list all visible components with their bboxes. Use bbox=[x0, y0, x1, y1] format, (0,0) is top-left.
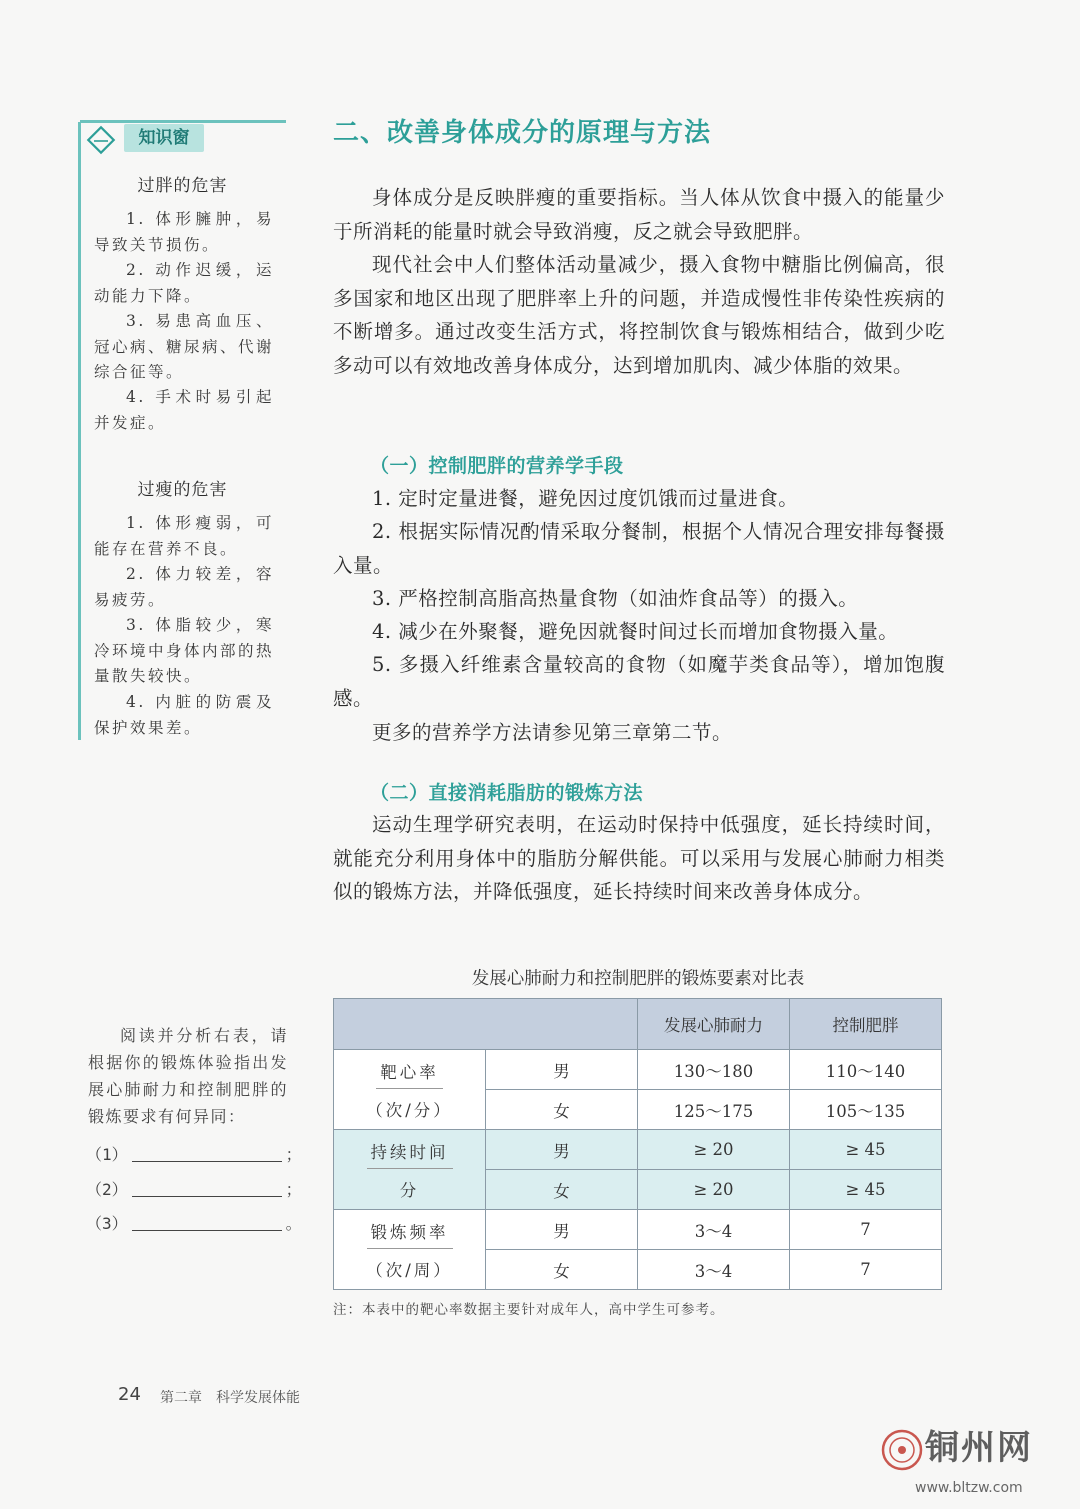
table-header-cardio: 发展心肺耐力 bbox=[638, 999, 790, 1050]
obesity-value: 105～135 bbox=[790, 1090, 942, 1130]
thin-harm-item: 2. 体力较差，容易疲劳。 bbox=[94, 565, 274, 609]
intro-paragraph: 现代社会中人们整体活动量减少，摄入食物中糖脂比例偏高，很多国家和地区出现了肥胖率上升的问题，并造成慢性非传染性疾病的不断增多。通过改变生活方式，将控制饮食与锻炼相结合，做到少吃多动可以有效地改善身体成分，达到增加肌肉、减少体脂的效果。 bbox=[333, 253, 945, 377]
obesity-value: 7 bbox=[790, 1210, 942, 1250]
nutrition-item: 2. 根据实际情况酌情采取分餐制，根据个人情况合理安排每餐摄入量。 bbox=[333, 520, 945, 577]
answer-blank-end: 。 bbox=[285, 1214, 302, 1233]
fat-harm-item: 3. 易患高血压、冠心病、糖尿病、代谢综合征等。 bbox=[94, 312, 275, 381]
cardio-value: 130～180 bbox=[638, 1050, 790, 1090]
fat-harm-item: 1. 体形臃肿，易导致关节损伤。 bbox=[94, 210, 274, 254]
answer-blank-label: （1） bbox=[86, 1145, 128, 1164]
sex-cell: 女 bbox=[486, 1170, 638, 1210]
cardio-value: ≥ 20 bbox=[638, 1130, 790, 1170]
group-name: 靶心率 bbox=[376, 1059, 443, 1089]
thin-harm-item: 1. 体形瘦弱，可能存在营养不良。 bbox=[94, 514, 274, 558]
watermark-site-name: 铜州网 bbox=[925, 1428, 1033, 1468]
group-name: 持续时间 bbox=[367, 1139, 453, 1169]
page-number: 24 bbox=[118, 1384, 141, 1405]
answer-blank-end: ； bbox=[285, 1145, 302, 1164]
cardio-value: ≥ 20 bbox=[638, 1170, 790, 1210]
sex-cell: 女 bbox=[486, 1250, 638, 1290]
thin-harm-item: 3. 体脂较少，寒冷环境中身体内部的热量散失较快。 bbox=[94, 616, 275, 685]
sex-cell: 男 bbox=[486, 1130, 638, 1170]
group-duration bbox=[334, 1130, 486, 1210]
nutrition-closing: 更多的营养学方法请参见第三章第二节。 bbox=[372, 721, 733, 744]
answer-blank-row bbox=[86, 1177, 302, 1200]
group-heart-rate bbox=[334, 1050, 486, 1130]
watermark-url: www.bltzw.com bbox=[915, 1480, 1023, 1496]
chapter-label: 第二章 科学发展体能 bbox=[160, 1390, 300, 1406]
nutrition-item: 5. 多摄入纤维素含量较高的食物（如魔芋类食品等），增加饱腹感。 bbox=[333, 653, 945, 710]
obesity-value: 7 bbox=[790, 1250, 942, 1290]
cardio-value: 3～4 bbox=[638, 1250, 790, 1290]
cardio-value: 125～175 bbox=[638, 1090, 790, 1130]
comparison-table bbox=[333, 998, 942, 1290]
answer-blank-label: （3） bbox=[86, 1214, 128, 1233]
group-frequency bbox=[334, 1210, 486, 1290]
answer-blank-end: ； bbox=[285, 1180, 302, 1199]
group-unit: （次/分） bbox=[366, 1100, 453, 1120]
diamond-book-icon bbox=[86, 125, 116, 155]
group-name: 锻炼频率 bbox=[367, 1219, 453, 1249]
nutrition-item: 4. 减少在外聚餐，避免因就餐时间过长而增加食物摄入量。 bbox=[372, 620, 899, 643]
cardio-value: 3～4 bbox=[638, 1210, 790, 1250]
answer-blank-row bbox=[86, 1211, 302, 1234]
subsection-heading-nutrition: （一）控制肥胖的营养学手段 bbox=[370, 455, 624, 477]
knowledge-window-top-border bbox=[80, 120, 286, 123]
table-row bbox=[334, 1130, 942, 1170]
sex-cell: 男 bbox=[486, 1050, 638, 1090]
thin-harm-item: 4. 内脏的防震及保护效果差。 bbox=[94, 693, 274, 737]
answer-blank-1[interactable] bbox=[132, 1161, 282, 1162]
exercise-paragraph: 运动生理学研究表明，在运动时保持中低强度，延长持续时间，就能充分利用身体中的脂肪分解供能。可以采用与发展心肺耐力相类似的锻炼方法，并降低强度，延长持续时间来改善身体成分。 bbox=[333, 813, 945, 903]
nutrition-item: 1. 定时定量进餐，避免因过度饥饿而过量进食。 bbox=[372, 487, 799, 510]
obesity-value: ≥ 45 bbox=[790, 1130, 942, 1170]
table-caption: 发展心肺耐力和控制肥胖的锻炼要素对比表 bbox=[471, 969, 805, 989]
table-header-obesity: 控制肥胖 bbox=[790, 999, 942, 1050]
fat-harm-item: 2. 动作迟缓，运动能力下降。 bbox=[94, 261, 274, 305]
knowledge-window-label: 知识窗 bbox=[124, 124, 204, 152]
sex-cell: 女 bbox=[486, 1090, 638, 1130]
subsection-heading-exercise: （二）直接消耗脂肪的锻炼方法 bbox=[370, 782, 644, 804]
answer-blank-3[interactable] bbox=[132, 1230, 282, 1231]
answer-blank-2[interactable] bbox=[132, 1196, 282, 1197]
obesity-value: ≥ 45 bbox=[790, 1170, 942, 1210]
thin-harm-title: 过瘦的危害 bbox=[137, 480, 228, 500]
group-unit: 分 bbox=[399, 1180, 420, 1200]
sex-cell: 男 bbox=[486, 1210, 638, 1250]
table-header-row bbox=[334, 999, 942, 1050]
reading-prompt: 阅读并分析右表，请根据你的锻炼体验指出发展心肺耐力和控制肥胖的锻炼要求有何异同： bbox=[88, 1026, 288, 1126]
table-note: 注：本表中的靶心率数据主要针对成年人，高中学生可参考。 bbox=[333, 1302, 725, 1318]
table-row bbox=[334, 1050, 942, 1090]
fat-harm-title: 过胖的危害 bbox=[137, 176, 228, 196]
intro-paragraph: 身体成分是反映胖瘦的重要指标。当人体从饮食中摄入的能量少于所消耗的能量时就会导致消瘦，反之就会导致肥胖。 bbox=[333, 186, 945, 243]
table-header-empty bbox=[334, 999, 638, 1050]
section-title: 二、改善身体成分的原理与方法 bbox=[333, 118, 712, 148]
table-row bbox=[334, 1210, 942, 1250]
answer-blank-label: （2） bbox=[86, 1180, 128, 1199]
site-seal-icon bbox=[880, 1428, 924, 1472]
group-unit: （次/周） bbox=[366, 1260, 453, 1280]
obesity-value: 110～140 bbox=[790, 1050, 942, 1090]
nutrition-item: 3. 严格控制高脂高热量食物（如油炸食品等）的摄入。 bbox=[372, 587, 859, 610]
fat-harm-item: 4. 手术时易引起并发症。 bbox=[94, 388, 274, 432]
answer-blank-row bbox=[86, 1142, 302, 1165]
